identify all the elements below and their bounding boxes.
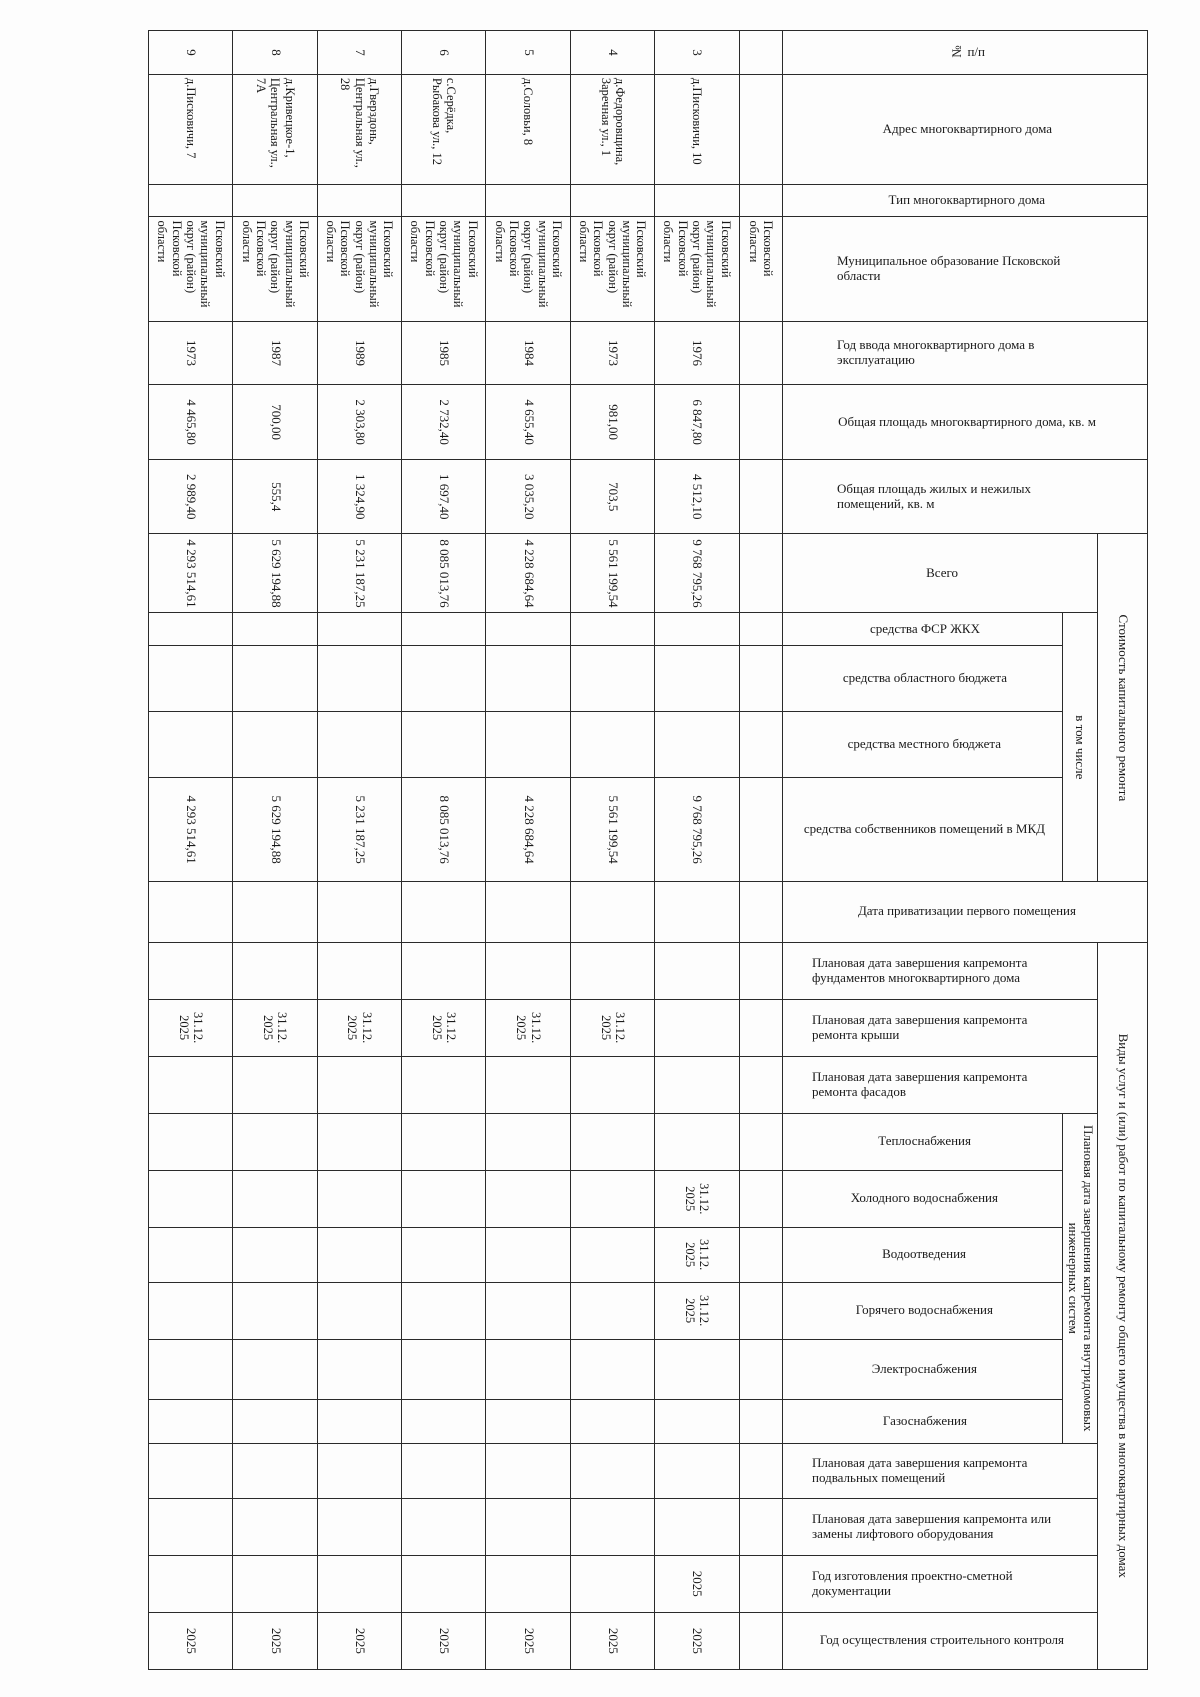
region-cell [739, 1170, 783, 1227]
cell-obl [149, 646, 233, 712]
column-header [783, 1113, 1063, 1170]
cell-cost_total: 4 293 514,61 [149, 534, 233, 613]
cell-control: 2025 [655, 1612, 739, 1669]
region-cell [739, 1443, 783, 1498]
cell-n: 4 [570, 31, 654, 75]
cell-own: 5 231 187,25 [317, 778, 401, 882]
cell-mo: Псковский муниципальный округ (район) Псковской области [317, 217, 401, 321]
region-cell [739, 999, 783, 1056]
cell-elec [655, 1339, 739, 1399]
cell-fsr [233, 613, 317, 646]
cell-drain [233, 1227, 317, 1282]
column-header [783, 1443, 1098, 1498]
cell-address: с.Серёдка, Рыбакова ул., 12 [402, 74, 486, 184]
cell-roof: 31.12. 2025 [486, 999, 570, 1056]
cell-lift [570, 1498, 654, 1555]
column-header [783, 778, 1063, 882]
cell-cold: 31.12. 2025 [655, 1170, 739, 1227]
region-cell [739, 1113, 783, 1170]
cell-cold [149, 1170, 233, 1227]
cell-elec [402, 1339, 486, 1399]
cell-priv [570, 882, 654, 942]
region-cell [739, 184, 783, 217]
cell-address: д.Кривецкое-1, Центральная ул., 7А [233, 74, 317, 184]
column-header [783, 184, 1148, 217]
cell-lift [233, 1498, 317, 1555]
cell-roof: 31.12. 2025 [570, 999, 654, 1056]
region-cell [739, 385, 783, 460]
cell-basement [233, 1443, 317, 1498]
cell-control: 2025 [149, 1612, 233, 1669]
table-row [655, 31, 739, 1670]
cell-cost_total: 5 629 194,88 [233, 534, 317, 613]
cell-cold [570, 1170, 654, 1227]
cell-psd [570, 1555, 654, 1612]
cell-gas [233, 1399, 317, 1443]
table-row [570, 31, 654, 1670]
cell-address: д.Гверздонь, Центральная ул., 28 [317, 74, 401, 184]
cell-year: 1985 [402, 321, 486, 385]
cell-basement [655, 1443, 739, 1498]
cell-type [233, 184, 317, 217]
cell-control: 2025 [486, 1612, 570, 1669]
cell-mest [233, 712, 317, 778]
column-header [783, 217, 1148, 321]
cell-obl [233, 646, 317, 712]
cell-year: 1973 [570, 321, 654, 385]
cell-mest [655, 712, 739, 778]
cell-priv [233, 882, 317, 942]
cell-basement [402, 1443, 486, 1498]
cell-n: 6 [402, 31, 486, 75]
cell-heat [570, 1113, 654, 1170]
cell-mo: Псковский муниципальный округ (район) Псковской области [149, 217, 233, 321]
table-row [402, 31, 486, 1670]
cell-address: д.Писковичи, 10 [655, 74, 739, 184]
cell-roof: 31.12. 2025 [149, 999, 233, 1056]
cell-cold [402, 1170, 486, 1227]
column-header [783, 712, 1063, 778]
cell-mo: Псковский муниципальный округ (район) Псковской области [402, 217, 486, 321]
cell-fsr [149, 613, 233, 646]
cell-fund [402, 942, 486, 999]
cell-psd: 2025 [655, 1555, 739, 1612]
cell-own: 5 629 194,88 [233, 778, 317, 882]
register-table [148, 30, 1148, 1670]
cell-elec [233, 1339, 317, 1399]
column-header-label: Холодного водоснабжения [850, 1190, 999, 1206]
column-header [783, 459, 1148, 534]
column-header-label: Теплоснабжения [878, 1133, 971, 1149]
column-header-label: Адрес многоквартирного дома [882, 120, 1052, 136]
cell-gas [486, 1399, 570, 1443]
cell-obl [486, 646, 570, 712]
cell-control: 2025 [570, 1612, 654, 1669]
cell-n: 8 [233, 31, 317, 75]
cell-fund [570, 942, 654, 999]
cell-drain [486, 1227, 570, 1282]
cell-priv [655, 882, 739, 942]
region-cell [739, 31, 783, 75]
region-subheader-row [739, 31, 783, 1670]
cell-priv [317, 882, 401, 942]
cell-address: д.Писковичи, 7 [149, 74, 233, 184]
region-cell [739, 613, 783, 646]
cell-facade [570, 1056, 654, 1113]
cell-psd [317, 1555, 401, 1612]
column-header-label: средства собственников помещений в МКД [803, 821, 1046, 837]
column-header [783, 942, 1098, 999]
cell-own: 9 768 795,26 [655, 778, 739, 882]
cell-roof: 31.12. 2025 [233, 999, 317, 1056]
cell-roof: 31.12. 2025 [402, 999, 486, 1056]
cell-gas [402, 1399, 486, 1443]
cell-gas [317, 1399, 401, 1443]
cell-area_living: 3 035,20 [486, 459, 570, 534]
column-header [783, 999, 1098, 1056]
cell-fsr [486, 613, 570, 646]
cell-year: 1976 [655, 321, 739, 385]
cell-fsr [570, 613, 654, 646]
cell-control: 2025 [233, 1612, 317, 1669]
column-header-label: средства ФСР ЖКХ [869, 620, 980, 636]
column-header [783, 1282, 1063, 1339]
column-header-label: Водоотведения [882, 1246, 967, 1262]
cell-heat [233, 1113, 317, 1170]
cell-facade [317, 1056, 401, 1113]
cell-fund [233, 942, 317, 999]
cell-own: 8 085 013,76 [402, 778, 486, 882]
column-header [783, 385, 1148, 460]
cell-area_total: 4 655,40 [486, 385, 570, 460]
table-row [317, 31, 401, 1670]
cell-obl [317, 646, 401, 712]
cell-heat [486, 1113, 570, 1170]
cell-obl [402, 646, 486, 712]
cell-mest [570, 712, 654, 778]
cell-heat [149, 1113, 233, 1170]
cell-hot: 31.12. 2025 [655, 1282, 739, 1339]
column-header-label: Год осуществления строительного контроля [820, 1632, 1065, 1648]
cell-area_living: 1 324,90 [317, 459, 401, 534]
column-header [783, 1227, 1063, 1282]
cell-hot [486, 1282, 570, 1339]
column-header [783, 882, 1148, 942]
region-cell [739, 74, 783, 184]
cell-cost_total: 9 768 795,26 [655, 534, 739, 613]
cell-gas [570, 1399, 654, 1443]
column-header-label: средства областного бюджета [842, 670, 1007, 686]
column-header-label: Муниципальное образование Псковской области [837, 253, 1061, 284]
column-header-label: Горячего водоснабжения [855, 1302, 994, 1318]
cell-area_living: 703,5 [570, 459, 654, 534]
cell-heat [655, 1113, 739, 1170]
cell-drain [402, 1227, 486, 1282]
cell-elec [486, 1339, 570, 1399]
including-group-header: в том числе [1062, 613, 1097, 882]
cell-elec [149, 1339, 233, 1399]
cell-mest [149, 712, 233, 778]
cell-elec [317, 1339, 401, 1399]
region-cell [739, 1555, 783, 1612]
column-header [783, 1555, 1098, 1612]
column-header-label: № п/п [949, 43, 985, 59]
rotated-table-viewport [148, 30, 1148, 1670]
cell-cost_total: 5 231 187,25 [317, 534, 401, 613]
column-header-label: Плановая дата завершения капремонта или замены лифтового оборудования [812, 1510, 1052, 1541]
region-cell [739, 646, 783, 712]
region-cell [739, 1282, 783, 1339]
cell-n: 3 [655, 31, 739, 75]
cell-area_total: 2 732,40 [402, 385, 486, 460]
column-header [783, 1498, 1098, 1555]
column-header [783, 1170, 1063, 1227]
cell-mo: Псковский муниципальный округ (район) Псковской области [655, 217, 739, 321]
region-cell [739, 942, 783, 999]
cell-address: д.Соловьи, 8 [486, 74, 570, 184]
cell-area_living: 4 512,10 [655, 459, 739, 534]
cell-area_living: 1 697,40 [402, 459, 486, 534]
column-header-label: Плановая дата завершения капремонта ремонта крыши [812, 1011, 1028, 1042]
cell-roof [655, 999, 739, 1056]
region-cell [739, 1399, 783, 1443]
column-header-label: Газоснабжения [882, 1412, 967, 1428]
region-cell [739, 1339, 783, 1399]
region-cell [739, 778, 783, 882]
cell-lift [149, 1498, 233, 1555]
column-header-label: Год изготовления проектно-сметной документации [812, 1567, 1013, 1598]
cell-roof: 31.12. 2025 [317, 999, 401, 1056]
cell-psd [402, 1555, 486, 1612]
region-cell [739, 1056, 783, 1113]
column-header-label: Плановая дата завершения капремонта ремонта фасадов [812, 1068, 1028, 1099]
cell-year: 1989 [317, 321, 401, 385]
cost-group-header: Стоимость капитального ремонта [1098, 534, 1148, 882]
cell-hot [570, 1282, 654, 1339]
cell-type [655, 184, 739, 217]
cell-mest [486, 712, 570, 778]
cell-mo: Псковский муниципальный округ (район) Псковской области [486, 217, 570, 321]
column-header [783, 74, 1148, 184]
cell-cold [486, 1170, 570, 1227]
cell-type [149, 184, 233, 217]
cell-facade [149, 1056, 233, 1113]
cell-area_total: 700,00 [233, 385, 317, 460]
cell-type [570, 184, 654, 217]
cell-hot [233, 1282, 317, 1339]
cell-fund [486, 942, 570, 999]
cell-mest [317, 712, 401, 778]
region-cell [739, 1612, 783, 1669]
cell-n: 5 [486, 31, 570, 75]
cell-area_total: 981,00 [570, 385, 654, 460]
cell-control: 2025 [317, 1612, 401, 1669]
cell-basement [486, 1443, 570, 1498]
cell-mo: Псковский муниципальный округ (район) Псковской области [570, 217, 654, 321]
cell-cost_total: 8 085 013,76 [402, 534, 486, 613]
cell-type [402, 184, 486, 217]
cell-heat [317, 1113, 401, 1170]
cell-basement [317, 1443, 401, 1498]
cell-address: д.Федоровщина, Заречная ул., 1 [570, 74, 654, 184]
column-header-label: Тип многоквартирного дома [888, 192, 1046, 208]
cell-area_total: 6 847,80 [655, 385, 739, 460]
cell-year: 1987 [233, 321, 317, 385]
cell-drain [570, 1227, 654, 1282]
column-header-label: Электроснабжения [871, 1360, 978, 1376]
cell-gas [149, 1399, 233, 1443]
column-header [783, 1399, 1063, 1443]
cell-hot [317, 1282, 401, 1339]
column-header [783, 1339, 1063, 1399]
cell-lift [317, 1498, 401, 1555]
cell-priv [149, 882, 233, 942]
cell-heat [402, 1113, 486, 1170]
region-cell: Псковской области [739, 217, 783, 321]
cell-lift [655, 1498, 739, 1555]
column-header-label: Общая площадь многоквартирного дома, кв. м [838, 413, 1097, 429]
column-header [783, 646, 1063, 712]
cell-facade [486, 1056, 570, 1113]
cell-type [486, 184, 570, 217]
cell-mest [402, 712, 486, 778]
column-header-label: Год ввода многоквартирного дома в эксплуатацию [837, 337, 1035, 367]
table-row [486, 31, 570, 1670]
cell-year: 1984 [486, 321, 570, 385]
cell-cold [233, 1170, 317, 1227]
cell-lift [486, 1498, 570, 1555]
capital-repair-register [148, 30, 1148, 1670]
cell-n: 7 [317, 31, 401, 75]
cell-area_total: 4 465,80 [149, 385, 233, 460]
cell-hot [149, 1282, 233, 1339]
cell-year: 1973 [149, 321, 233, 385]
region-cell [739, 712, 783, 778]
works-group-header: Виды услуг и (или) работ по капитальному ремонту общего имущества в многоквартирных домах [1098, 942, 1148, 1669]
cell-type [317, 184, 401, 217]
cell-area_living: 2 989,40 [149, 459, 233, 534]
region-cell [739, 459, 783, 534]
cell-obl [570, 646, 654, 712]
cell-drain [317, 1227, 401, 1282]
cell-hot [402, 1282, 486, 1339]
cell-psd [149, 1555, 233, 1612]
region-cell [739, 321, 783, 385]
cell-drain: 31.12. 2025 [655, 1227, 739, 1282]
cell-n: 9 [149, 31, 233, 75]
cell-own: 4 228 684,64 [486, 778, 570, 882]
column-header [783, 613, 1063, 646]
column-header [783, 1056, 1098, 1113]
cell-drain [149, 1227, 233, 1282]
cell-psd [486, 1555, 570, 1612]
cell-area_living: 555,4 [233, 459, 317, 534]
cell-fund [149, 942, 233, 999]
column-header-label: средства местного бюджета [847, 736, 1002, 752]
column-header [783, 534, 1098, 613]
cell-priv [486, 882, 570, 942]
cell-facade [655, 1056, 739, 1113]
cell-own: 5 561 199,54 [570, 778, 654, 882]
cell-gas [655, 1399, 739, 1443]
cell-facade [402, 1056, 486, 1113]
column-header [783, 321, 1148, 385]
region-cell [739, 1227, 783, 1282]
cell-basement [570, 1443, 654, 1498]
cell-facade [233, 1056, 317, 1113]
cell-cost_total: 5 561 199,54 [570, 534, 654, 613]
cell-control: 2025 [402, 1612, 486, 1669]
cell-basement [149, 1443, 233, 1498]
cell-mo: Псковский муниципальный округ (район) Псковской области [233, 217, 317, 321]
cell-cold [317, 1170, 401, 1227]
region-cell [739, 882, 783, 942]
table-row [149, 31, 233, 1670]
column-header [783, 1612, 1098, 1669]
column-header-label: Дата приватизации первого помещения [858, 903, 1077, 919]
column-header-label: Всего [926, 565, 959, 580]
cell-lift [402, 1498, 486, 1555]
cell-area_total: 2 303,80 [317, 385, 401, 460]
cell-own: 4 293 514,61 [149, 778, 233, 882]
cell-fsr [317, 613, 401, 646]
column-header-label: Плановая дата завершения капремонта подвальных помещений [812, 1454, 1028, 1485]
column-header-label: Общая площадь жилых и нежилых помещений, кв. м [837, 480, 1032, 511]
cell-fund [317, 942, 401, 999]
cell-cost_total: 4 228 684,64 [486, 534, 570, 613]
column-header-label: Плановая дата завершения капремонта фундаментов многоквартирного дома [812, 954, 1028, 985]
cell-fsr [655, 613, 739, 646]
cell-obl [655, 646, 739, 712]
region-cell [739, 1498, 783, 1555]
header-row-groups [1098, 31, 1148, 1670]
cell-psd [233, 1555, 317, 1612]
table-row [233, 31, 317, 1670]
column-header [783, 31, 1148, 75]
systems-group-header: Плановая дата завершения капремонта внутридомовых инженерных систем [1062, 1113, 1097, 1443]
cell-fund [655, 942, 739, 999]
region-cell [739, 534, 783, 613]
cell-priv [402, 882, 486, 942]
cell-fsr [402, 613, 486, 646]
cell-elec [570, 1339, 654, 1399]
